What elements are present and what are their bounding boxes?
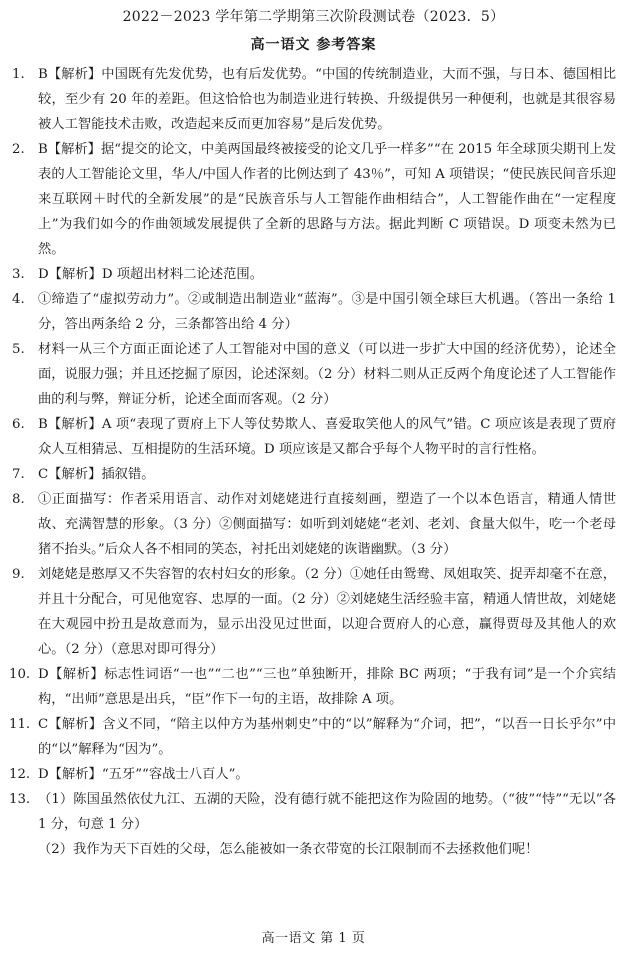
answer-text: D【解析】标志性词语“一也”“二也”“三也”单独断开，排除 BC 两项；“于我有词”是一个介宾结构，“出师”意思是出兵，“臣”作下一句的主语，故排除 A 项。 [38,667,616,707]
answer-item-12 [9,762,616,787]
answer-item-9 [12,562,616,662]
answer-item-8 [12,487,616,562]
answer-text: D【解析】D 项超出材料二论述范围。 [38,267,264,282]
answer-item-5 [12,337,616,412]
page-footer: 高一语文 第 1 页 [261,931,366,946]
answer-text: 材料一从三个方面正面论述了人工智能对中国的意义（可以进一步扩大中国的经济优势），论述全面，说服力强；并且还挖掘了原因，论述深刻。（2 分）材料二则从正反两个角度论述了人工智能作曲的利与弊，辩证分析，论述全面而客观。（2 分） [38,342,616,407]
answer-number: 5. [12,342,25,357]
answer-item-13 [9,787,616,837]
answer-text: ①正面描写：作者采用语言、动作对刘姥姥进行直接刻画，塑造了一个以本色语言，精通人情世故、充满智慧的形象。（3 分）②侧面描写：如听到刘姥姥“老刘、老刘、食量大似牛，吃一个老母猪不抬头。”后众人各不相同的笑态，衬托出刘姥姥的诙谐幽默。（3 分） [38,492,616,557]
answer-text: （1）陈国虽然依仗九江、五湖的天险，没有德行就不能把这作为险固的地势。（“彼”“恃”“无以”各 1 分，句意 1 分） [38,792,616,832]
answer-item-10 [9,662,616,712]
answer-item-2 [12,137,616,262]
answer-text: D【解析】“五牙”“容战士八百人”。 [38,767,249,782]
answer-number: 3. [12,267,25,282]
answer-item-7 [12,462,616,487]
exam-title: 2022－2023 学年第二学期第三次阶段测试卷（2023．5） [122,9,505,25]
answer-number: 11. [9,717,31,732]
answer-text: 刘姥姥是憨厚又不失容智的农村妇女的形象。（2 分）①她任由鸳鸯、凤姐取笑、捉弄却毫不在意，并且十分配合，可见他宽容、忠厚的一面。（2 分）②刘姥姥生活经验丰富，精通人情世故，刘姥姥在大观园中扮丑是故意而为，显示出没见过世面，以迎合贾府人的心意，赢得贾母及其他人的欢心。（2 分）（意思对即可得分） [38,567,616,657]
answer-number: 2. [12,142,25,157]
answer-number: 6. [12,417,25,432]
answer-item-11 [9,712,616,762]
answer-number: 13. [9,792,31,807]
answer-key-subtitle: 高一语文 参考答案 [250,37,377,53]
answer-item-4 [12,287,616,337]
answer-item-6 [12,412,616,462]
answer-text: B【解析】A 项“表现了贾府上下人等仗势欺人、喜爱取笑他人的风气”错。C 项应该是表现了贾府众人互相猜忌、互相提防的生活环境。D 项应该是又都合乎每个人物平时的言行性格。 [38,417,616,457]
answer-text: （2）我作为天下百姓的父母，怎么能被如一条衣带宽的长江限制而不去拯救他们呢！ [38,842,539,857]
answer-number: 10. [9,667,31,682]
answer-number: 1. [12,67,25,82]
answer-item-1 [12,62,616,137]
answer-number: 9. [12,567,25,582]
answer-item-3 [12,262,616,287]
answer-text: B【解析】据“提交的论文，中美两国最终被接受的论文几乎一样多”“在 2015 年全球顶尖期刊上发表的人工智能论文里，华人/中国人作者的比例达到了 43％”，可知 A 项错误；“使民族民间音乐迎来互联网＋时代的全新发展”的是“民族音乐与人工智能作曲相结合”，人工智能作曲在“一定程度上”为我们如今的作曲领域发展提供了全新的思路与方法。据此判断 C 项错误。D 项变未然为已然。 [38,142,616,257]
answer-item-13-part-2 [12,837,616,862]
answer-number: 7. [12,467,25,482]
answer-number: 4. [12,292,25,307]
answer-text: B【解析】中国既有先发优势，也有后发优势。“中国的传统制造业，大而不强，与日本、德国相比较，至少有 20 年的差距。但这恰恰也为制造业进行转换、升级提供另一种便利，也就是其很容易被人工智能技术击败，改造起来反而更加容易”是后发优势。 [38,67,616,132]
answer-text: C【解析】含义不同，“陪主以仲方为基州刺史”中的“以”解释为“介词，把”，“以吾一日长乎尔”中的“以”解释为“因为”。 [38,717,616,757]
answer-text: ①缔造了“虚拟劳动力”。②或制造出制造业“蓝海”。③是中国引领全球巨大机遇。（答出一条给 1 分，答出两条给 2 分，三条都答出给 4 分） [38,292,616,332]
answer-text: C【解析】插叙错。 [38,467,155,482]
answer-list [9,62,616,862]
answer-number: 8. [12,492,25,507]
answer-number: 12. [9,767,31,782]
